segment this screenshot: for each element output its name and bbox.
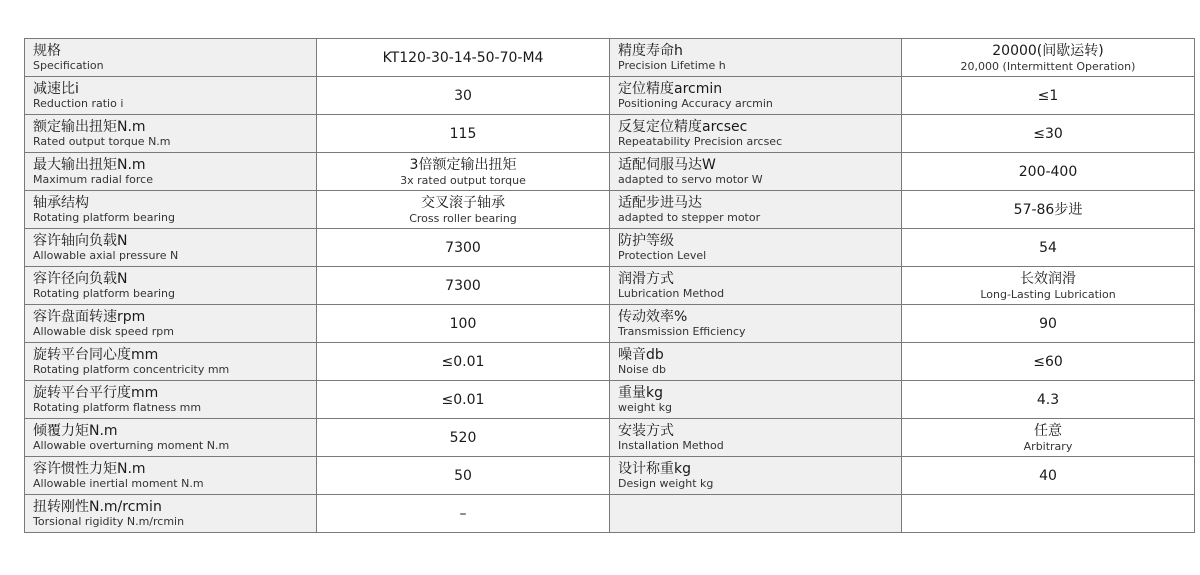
- right-value-cell: [902, 229, 1195, 267]
- left-label-zh: 旋转平台平行度mm: [33, 385, 159, 401]
- left-label-cell: [25, 115, 317, 153]
- left-label-en: Allowable axial pressure N: [33, 249, 179, 262]
- left-label-en: Specification: [33, 59, 104, 72]
- right-value-cell: [902, 381, 1195, 419]
- right-label-cell: [610, 191, 902, 229]
- right-label-en: Positioning Accuracy arcmin: [618, 97, 773, 110]
- right-value-cell: [902, 495, 1195, 533]
- right-value-sub: Arbitrary: [1023, 440, 1073, 453]
- right-value-main: 90: [1039, 315, 1057, 332]
- left-value-main: 520: [449, 429, 477, 446]
- right-value-sub: 20,000 (Intermittent Operation): [960, 60, 1136, 73]
- left-label-en: Rotating platform bearing: [33, 211, 176, 224]
- right-label-cell: [610, 153, 902, 191]
- right-label-cell: [610, 115, 902, 153]
- right-label-zh: 适配伺服马达W: [618, 157, 716, 173]
- right-label-cell: [610, 419, 902, 457]
- right-label-zh: 适配步进马达: [618, 195, 702, 211]
- table-row: [25, 419, 1195, 457]
- right-label-en: Repeatability Precision arcsec: [618, 135, 783, 148]
- right-label-zh: 反复定位精度arcsec: [618, 119, 748, 135]
- left-label-cell: [25, 419, 317, 457]
- left-label-zh: 最大输出扭矩N.m: [33, 157, 146, 173]
- left-value-cell: [317, 229, 610, 267]
- spec-sheet: [24, 38, 1194, 533]
- left-label-en: Rotating platform bearing: [33, 287, 176, 300]
- right-label-en: Design weight kg: [618, 477, 714, 490]
- right-value-main: 20000(间歇运转): [992, 43, 1104, 59]
- left-label-zh: 规格: [33, 43, 61, 59]
- left-label-en: Allowable disk speed rpm: [33, 325, 174, 338]
- right-label-cell: [610, 457, 902, 495]
- left-value-cell: [317, 77, 610, 115]
- right-label-en: Precision Lifetime h: [618, 59, 726, 72]
- left-value-sub: Cross roller bearing: [409, 212, 517, 225]
- table-row: [25, 39, 1195, 77]
- right-value-cell: [902, 115, 1195, 153]
- left-label-zh: 容许惯性力矩N.m: [33, 461, 146, 477]
- right-value-cell: [902, 77, 1195, 115]
- left-value-cell: [317, 495, 610, 533]
- right-value-cell: [902, 457, 1195, 495]
- right-value-cell: [902, 267, 1195, 305]
- left-value-main: KT120-30-14-50-70-M4: [382, 49, 544, 66]
- left-label-cell: [25, 381, 317, 419]
- left-value-cell: [317, 381, 610, 419]
- table-row: [25, 457, 1195, 495]
- left-value-main: 115: [449, 125, 477, 142]
- right-label-en: Noise db: [618, 363, 666, 376]
- right-label-zh: 噪音db: [618, 347, 664, 363]
- left-label-cell: [25, 267, 317, 305]
- left-label-en: Torsional rigidity N.m/rcmin: [33, 515, 185, 528]
- left-label-zh: 容许盘面转速rpm: [33, 309, 146, 325]
- right-label-cell: [610, 229, 902, 267]
- left-label-zh: 旋转平台同心度mm: [33, 347, 159, 363]
- specification-table-body: [25, 39, 1195, 533]
- right-label-en: Installation Method: [618, 439, 724, 452]
- left-value-main: ≤0.01: [441, 391, 485, 408]
- left-label-en: Allowable inertial moment N.m: [33, 477, 204, 490]
- right-value-main: 200-400: [1018, 163, 1078, 180]
- left-value-cell: [317, 267, 610, 305]
- left-label-zh: 容许轴向负载N: [33, 233, 128, 249]
- left-value-cell: [317, 115, 610, 153]
- left-label-en: Rotating platform concentricity mm: [33, 363, 230, 376]
- right-label-zh: 定位精度arcmin: [618, 81, 723, 97]
- left-label-cell: [25, 191, 317, 229]
- left-label-cell: [25, 39, 317, 77]
- left-label-en: Allowable overturning moment N.m: [33, 439, 230, 452]
- right-label-zh: 润滑方式: [618, 271, 674, 287]
- table-row: [25, 495, 1195, 533]
- left-label-zh: 容许径向负载N: [33, 271, 128, 287]
- right-label-cell: [610, 495, 902, 533]
- table-row: [25, 153, 1195, 191]
- left-value-cell: [317, 419, 610, 457]
- right-value-main: 57-86步进: [1013, 201, 1083, 218]
- right-label-en: Lubrication Method: [618, 287, 725, 300]
- right-label-cell: [610, 77, 902, 115]
- right-label-zh: 传动效率%: [618, 309, 688, 325]
- left-value-main: 交叉滚子轴承: [421, 195, 505, 211]
- right-value-main: ≤60: [1033, 353, 1063, 370]
- left-value-main: ≤0.01: [441, 353, 485, 370]
- table-row: [25, 343, 1195, 381]
- left-label-en: Reduction ratio i: [33, 97, 124, 110]
- left-label-zh: 扭转刚性N.m/rcmin: [33, 499, 162, 515]
- right-value-main: ≤1: [1037, 87, 1059, 104]
- left-label-en: Rated output torque N.m: [33, 135, 171, 148]
- right-label-zh: 防护等级: [618, 233, 674, 249]
- left-value-cell: [317, 39, 610, 77]
- right-label-zh: 设计称重kg: [618, 461, 691, 477]
- right-label-zh: 精度寿命h: [618, 43, 683, 59]
- table-row: [25, 115, 1195, 153]
- left-label-zh: 轴承结构: [33, 195, 89, 211]
- left-value-main: 30: [454, 87, 472, 104]
- right-value-main: 长效润滑: [1020, 271, 1076, 287]
- left-label-en: Rotating platform flatness mm: [33, 401, 202, 414]
- left-value-main: 3倍额定输出扭矩: [409, 157, 517, 173]
- right-value-cell: [902, 419, 1195, 457]
- right-label-en: Protection Level: [618, 249, 707, 262]
- left-value-main: 50: [454, 467, 472, 484]
- right-value-main: 40: [1039, 467, 1057, 484]
- right-label-en: adapted to stepper motor: [618, 211, 761, 224]
- left-label-cell: [25, 153, 317, 191]
- right-value-main: 任意: [1034, 423, 1062, 439]
- left-value-cell: [317, 343, 610, 381]
- left-value-cell: [317, 191, 610, 229]
- right-label-cell: [610, 305, 902, 343]
- right-label-cell: [610, 343, 902, 381]
- table-row: [25, 77, 1195, 115]
- left-label-cell: [25, 77, 317, 115]
- right-value-cell: [902, 343, 1195, 381]
- left-value-main: 7300: [445, 277, 481, 294]
- table-row: [25, 381, 1195, 419]
- left-label-cell: [25, 457, 317, 495]
- left-value-cell: [317, 305, 610, 343]
- left-label-zh: 额定输出扭矩N.m: [33, 119, 146, 135]
- left-value-sub: 3x rated output torque: [400, 174, 526, 187]
- left-value-cell: [317, 457, 610, 495]
- left-label-zh: 倾覆力矩N.m: [33, 423, 118, 439]
- left-value-main: 7300: [445, 239, 481, 256]
- left-value-main: 100: [449, 315, 477, 332]
- right-value-cell: [902, 153, 1195, 191]
- left-label-cell: [25, 305, 317, 343]
- left-label-cell: [25, 495, 317, 533]
- right-label-en: Transmission Efficiency: [618, 325, 746, 338]
- right-value-sub: Long-Lasting Lubrication: [980, 288, 1116, 301]
- right-label-zh: 安装方式: [618, 423, 674, 439]
- table-row: [25, 305, 1195, 343]
- right-value-main: 4.3: [1036, 391, 1060, 408]
- right-label-zh: 重量kg: [618, 385, 663, 401]
- right-label-en: weight kg: [618, 401, 672, 414]
- table-row: [25, 267, 1195, 305]
- right-label-en: adapted to servo motor W: [618, 173, 763, 186]
- table-row: [25, 229, 1195, 267]
- right-value-cell: [902, 305, 1195, 343]
- right-label-cell: [610, 39, 902, 77]
- specification-table: [24, 38, 1195, 533]
- right-value-main: ≤30: [1033, 125, 1063, 142]
- left-label-cell: [25, 343, 317, 381]
- right-value-cell: [902, 191, 1195, 229]
- table-row: [25, 191, 1195, 229]
- left-label-en: Maximum radial force: [33, 173, 153, 186]
- left-value-main: –: [459, 505, 467, 522]
- left-label-cell: [25, 229, 317, 267]
- right-label-cell: [610, 267, 902, 305]
- right-label-cell: [610, 381, 902, 419]
- left-value-cell: [317, 153, 610, 191]
- right-value-cell: [902, 39, 1195, 77]
- right-value-main: 54: [1039, 239, 1057, 256]
- left-label-zh: 减速比i: [33, 81, 79, 97]
